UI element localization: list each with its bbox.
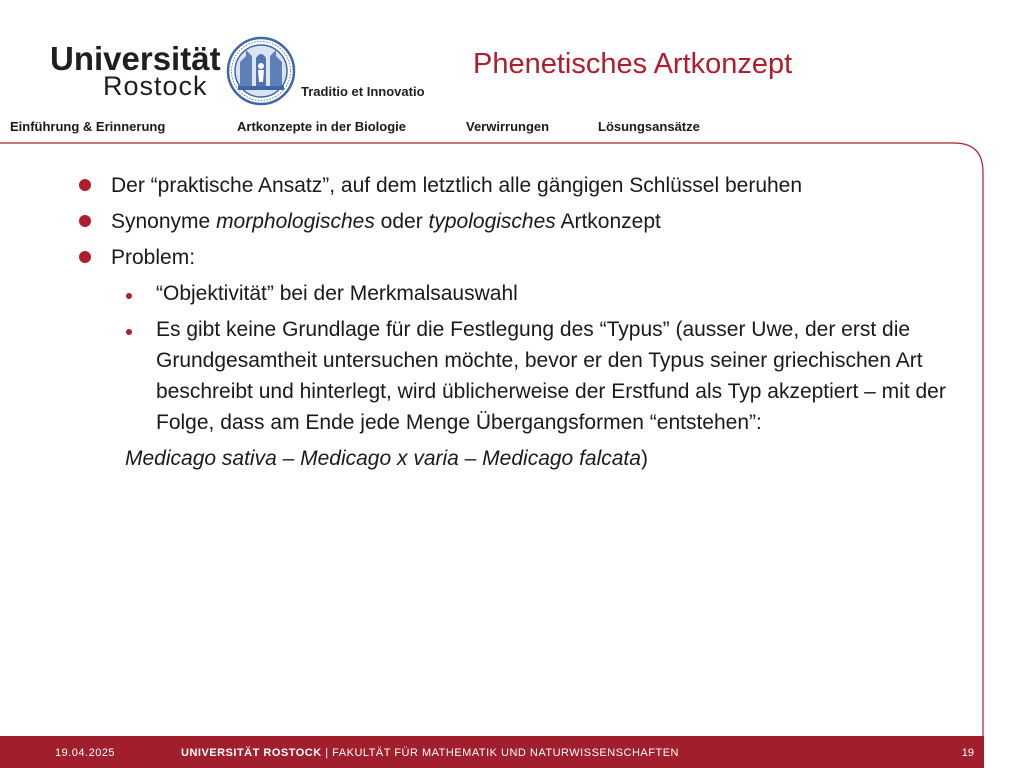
slide-title: Phenetisches Artkonzept bbox=[473, 48, 793, 80]
slide-content bbox=[74, 170, 954, 474]
nav-item-einfuehrung[interactable]: Einführung & Erinnerung bbox=[10, 119, 166, 134]
sub-bullet-text: Es gibt keine Grundlage für die Festlegung des “Typus” (ausser Uwe, der erst die Grundgesamtheit untersuchen möchte, bevor er den Typus seiner griechischen Art beschreibt und hinterlegt, wird üblicherweise der Erstfund als Typ akzeptiert – mit der Folge, dass am Ende jede Menge Übergangsformen “entstehen”: bbox=[156, 318, 946, 434]
bullet-text-mid: oder bbox=[374, 210, 429, 233]
sub-bullet-item bbox=[74, 314, 954, 438]
bullet-text-post: Artkonzept bbox=[555, 210, 661, 233]
footer-bar bbox=[0, 736, 984, 768]
species-line bbox=[74, 443, 954, 474]
logo-motto: Traditio et Innovatio bbox=[301, 84, 425, 99]
footer-institution bbox=[181, 747, 679, 759]
footer-date: 19.04.2025 bbox=[55, 747, 116, 759]
bullet-text-emphasis: typologisches bbox=[428, 210, 556, 233]
logo-word-rostock: Rostock bbox=[103, 71, 208, 101]
university-logo bbox=[48, 38, 428, 104]
species-names: Medicago sativa – Medicago x varia – Medicago falcata bbox=[125, 447, 641, 470]
footer-university: UNIVERSITÄT ROSTOCK bbox=[181, 747, 322, 759]
nav-item-loesungsansaetze[interactable]: Lösungsansätze bbox=[598, 119, 700, 134]
sub-bullet-item bbox=[74, 278, 954, 309]
bullet-text: Problem: bbox=[111, 246, 196, 269]
bullet-text-emphasis: morphologisches bbox=[216, 210, 375, 233]
nav-item-verwirrungen[interactable]: Verwirrungen bbox=[466, 119, 550, 134]
bullet-item bbox=[74, 242, 954, 273]
bullet-item bbox=[74, 206, 954, 237]
bullet-text-pre: Synonyme bbox=[111, 210, 217, 233]
nav-item-artkonzepte[interactable]: Artkonzepte in der Biologie bbox=[237, 119, 407, 134]
sub-bullet-text: “Objektivität” bei der Merkmalsauswahl bbox=[156, 282, 518, 305]
bullet-dot-icon bbox=[79, 215, 91, 227]
section-nav bbox=[0, 119, 1024, 137]
footer-page-number: 19 bbox=[961, 747, 974, 759]
closing-paren: ) bbox=[640, 447, 648, 470]
bullet-text: Der “praktische Ansatz”, auf dem letztlich alle gängigen Schlüssel beruhen bbox=[111, 174, 803, 197]
logo-word-universitaet: Universität bbox=[50, 40, 221, 77]
bullet-item bbox=[74, 170, 954, 201]
sub-bullet-dot-icon bbox=[126, 329, 132, 335]
bullet-dot-icon bbox=[79, 251, 91, 263]
sub-bullet-dot-icon bbox=[126, 293, 132, 299]
bullet-dot-icon bbox=[79, 179, 91, 191]
footer-faculty: | FAKULTÄT FÜR MATHEMATIK UND NATURWISSENSCHAFTEN bbox=[321, 747, 679, 759]
university-seal-icon bbox=[226, 36, 296, 106]
